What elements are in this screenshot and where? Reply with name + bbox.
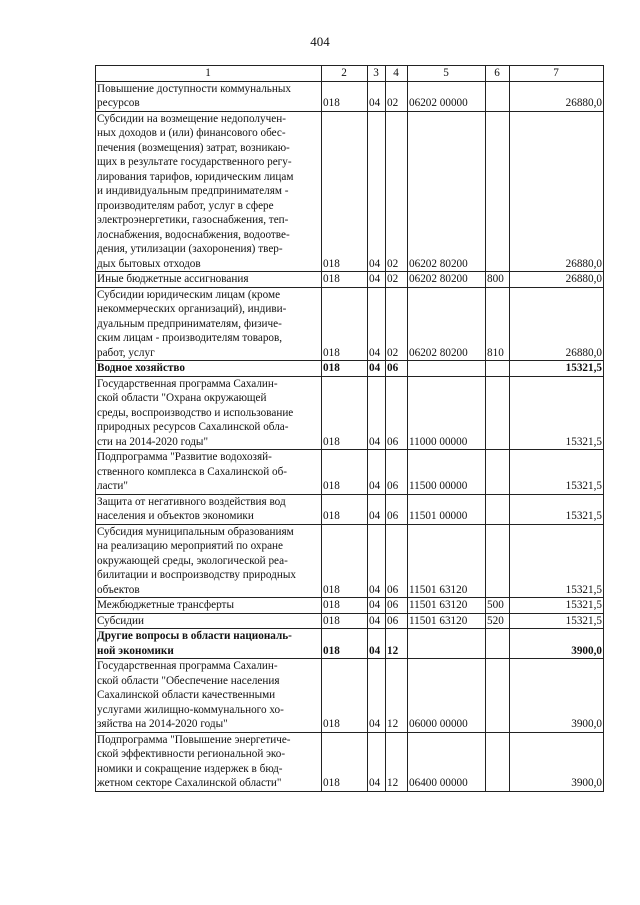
- cell-expense-type: [486, 524, 510, 598]
- cell-ministry-code: 018: [322, 287, 368, 361]
- cell-amount: 26880,0: [510, 81, 604, 111]
- cell-subsection: 06: [386, 613, 408, 629]
- table-row: [96, 272, 604, 288]
- cell-target-article: 06202 00000: [408, 81, 486, 111]
- item-name: Подпрограмма "Развитие водохозяй- ственного комплекса в Сахалинской об- ласти": [97, 451, 287, 492]
- cell-ministry-code: 018: [322, 494, 368, 524]
- cell-section: 04: [368, 659, 386, 733]
- cell-expense-type: [486, 361, 510, 377]
- cell-target-article: 11501 63120: [408, 613, 486, 629]
- table-row: [96, 111, 604, 272]
- cell-section: 04: [368, 272, 386, 288]
- cell-ministry-code: 018: [322, 450, 368, 495]
- cell-ministry-code: 018: [322, 272, 368, 288]
- cell-ministry-code: 018: [322, 732, 368, 791]
- page-number: 404: [310, 34, 330, 49]
- table-row: [96, 494, 604, 524]
- cell-expense-type: [486, 376, 510, 450]
- cell-section: 04: [368, 450, 386, 495]
- cell-section: 04: [368, 111, 386, 272]
- cell-expense-type: [486, 732, 510, 791]
- item-name: Государственная программа Сахалин- ской области "Обеспечение населения Сахалинской области качественными услугами жилищно-коммунального хо- зяйства на 2014-2020 годы": [97, 660, 284, 730]
- cell-expense-type: 520: [486, 613, 510, 629]
- item-name: Иные бюджетные ассигнования: [97, 273, 249, 285]
- cell-section: 04: [368, 732, 386, 791]
- cell-amount: 15321,5: [510, 361, 604, 377]
- cell-target-article: 11500 00000: [408, 450, 486, 495]
- cell-subsection: 06: [386, 450, 408, 495]
- budget-table: [95, 65, 604, 792]
- cell-ministry-code: 018: [322, 598, 368, 614]
- table-row: [96, 524, 604, 598]
- cell-section: 04: [368, 287, 386, 361]
- cell-section: 04: [368, 598, 386, 614]
- cell-subsection: 06: [386, 494, 408, 524]
- cell-section: 04: [368, 524, 386, 598]
- cell-expense-type: [486, 494, 510, 524]
- cell-target-article: 06202 80200: [408, 272, 486, 288]
- cell-subsection: 02: [386, 111, 408, 272]
- cell-expense-type: [486, 659, 510, 733]
- cell-section: 04: [368, 613, 386, 629]
- header-cell: 7: [510, 66, 604, 82]
- item-name: Субсидии: [97, 614, 144, 627]
- cell-target-article: 06202 80200: [408, 111, 486, 272]
- cell-expense-type: 500: [486, 598, 510, 614]
- table-row: [96, 450, 604, 495]
- table-row: [96, 376, 604, 450]
- item-name: Государственная программа Сахалин- ской области "Охрана окружающей среды, воспроизводство и использование природных ресурсов Сахалинской обла- сти на 2014-2020 годы": [97, 377, 294, 448]
- cell-expense-type: [486, 629, 510, 659]
- cell-amount: 3900,0: [510, 659, 604, 733]
- cell-target-article: 06202 80200: [408, 287, 486, 361]
- table-row: [96, 287, 604, 361]
- cell-target-article: [408, 629, 486, 659]
- item-name: Межбюджетные трансферты: [97, 599, 234, 611]
- cell-subsection: 06: [386, 376, 408, 450]
- cell-amount: 26880,0: [510, 272, 604, 288]
- cell-ministry-code: 018: [322, 111, 368, 272]
- cell-target-article: 06400 00000: [408, 732, 486, 791]
- cell-subsection: 02: [386, 81, 408, 111]
- cell-section: 04: [368, 361, 386, 377]
- cell-amount: 3900,0: [510, 732, 604, 791]
- table-row: [96, 361, 604, 377]
- cell-target-article: 11501 63120: [408, 524, 486, 598]
- cell-target-article: 11501 00000: [408, 494, 486, 524]
- header-cell: 3: [368, 66, 386, 82]
- table-row: [96, 613, 604, 629]
- cell-amount: 15321,5: [510, 524, 604, 598]
- item-name: Субсидии на возмещение недополучен- ных доходов и (или) финансового обес- печения (возмещения) затрат, возникаю- щих в результате государственного регу- лирования тарифов, юридическим лицам и индивидуальным предпринимателям - производителям работ, услуг в сфере электроэнергетики, газоснабжения, теп- лоснабжения, водоснабжения, водоотве- дения, утилизации (захоронения) твер- дых бытовых отходов: [97, 112, 294, 270]
- cell-target-article: 11000 00000: [408, 376, 486, 450]
- cell-section: 04: [368, 494, 386, 524]
- cell-ministry-code: 018: [322, 376, 368, 450]
- header-cell: 4: [386, 66, 408, 82]
- cell-amount: 3900,0: [510, 629, 604, 659]
- cell-section: 04: [368, 376, 386, 450]
- cell-subsection: 02: [386, 287, 408, 361]
- cell-subsection: 12: [386, 732, 408, 791]
- cell-ministry-code: 018: [322, 629, 368, 659]
- header-cell: 6: [486, 66, 510, 82]
- cell-subsection: 06: [386, 598, 408, 614]
- cell-expense-type: [486, 111, 510, 272]
- cell-ministry-code: 018: [322, 613, 368, 629]
- cell-ministry-code: 018: [322, 81, 368, 111]
- item-name: Подпрограмма "Повышение энергетиче- ской эффективности региональной эко- номики и сокращение издержек в бюд- жетном секторе Сахалинской области": [97, 733, 291, 789]
- cell-ministry-code: 018: [322, 524, 368, 598]
- table-row: [96, 732, 604, 791]
- cell-expense-type: [486, 450, 510, 495]
- cell-subsection: 12: [386, 659, 408, 733]
- table-body: [96, 66, 604, 792]
- cell-amount: 15321,5: [510, 613, 604, 629]
- cell-target-article: 11501 63120: [408, 598, 486, 614]
- cell-subsection: 06: [386, 361, 408, 377]
- cell-section: 04: [368, 629, 386, 659]
- cell-amount: 15321,5: [510, 494, 604, 524]
- cell-amount: 26880,0: [510, 287, 604, 361]
- cell-expense-type: [486, 81, 510, 111]
- cell-expense-type: 810: [486, 287, 510, 361]
- cell-ministry-code: 018: [322, 361, 368, 377]
- cell-amount: 15321,5: [510, 450, 604, 495]
- item-name: Субсидия муниципальным образованиям на реализацию мероприятий по охране окружающей среды, экологической реа- билитации и воспроизводству природных объектов: [97, 525, 296, 596]
- header-cell: 2: [322, 66, 368, 82]
- cell-amount: 15321,5: [510, 376, 604, 450]
- item-name: Защита от негативного воздействия вод населения и объектов экономики: [97, 495, 286, 522]
- cell-amount: 15321,5: [510, 598, 604, 614]
- table-row: [96, 81, 604, 111]
- header-row: [96, 66, 604, 82]
- cell-expense-type: 800: [486, 272, 510, 288]
- cell-amount: 26880,0: [510, 111, 604, 272]
- cell-subsection: 12: [386, 629, 408, 659]
- item-name: Другие вопросы в области националь- ной экономики: [97, 630, 292, 657]
- cell-subsection: 02: [386, 272, 408, 288]
- item-name: Водное хозяйство: [97, 362, 185, 374]
- header-cell: 1: [96, 66, 322, 82]
- table-row: [96, 659, 604, 733]
- cell-target-article: 06000 00000: [408, 659, 486, 733]
- item-name: Повышение доступности коммунальных ресурсов: [97, 82, 291, 109]
- item-name: Субсидии юридическим лицам (кроме некоммерческих организаций), индиви- дуальным предпринимателям, физиче- ским лицам - производителям товаров, работ, услуг: [97, 288, 287, 359]
- cell-target-article: [408, 361, 486, 377]
- cell-subsection: 06: [386, 524, 408, 598]
- cell-ministry-code: 018: [322, 659, 368, 733]
- table-row: [96, 629, 604, 659]
- cell-section: 04: [368, 81, 386, 111]
- table-row: [96, 598, 604, 614]
- header-cell: 5: [408, 66, 486, 82]
